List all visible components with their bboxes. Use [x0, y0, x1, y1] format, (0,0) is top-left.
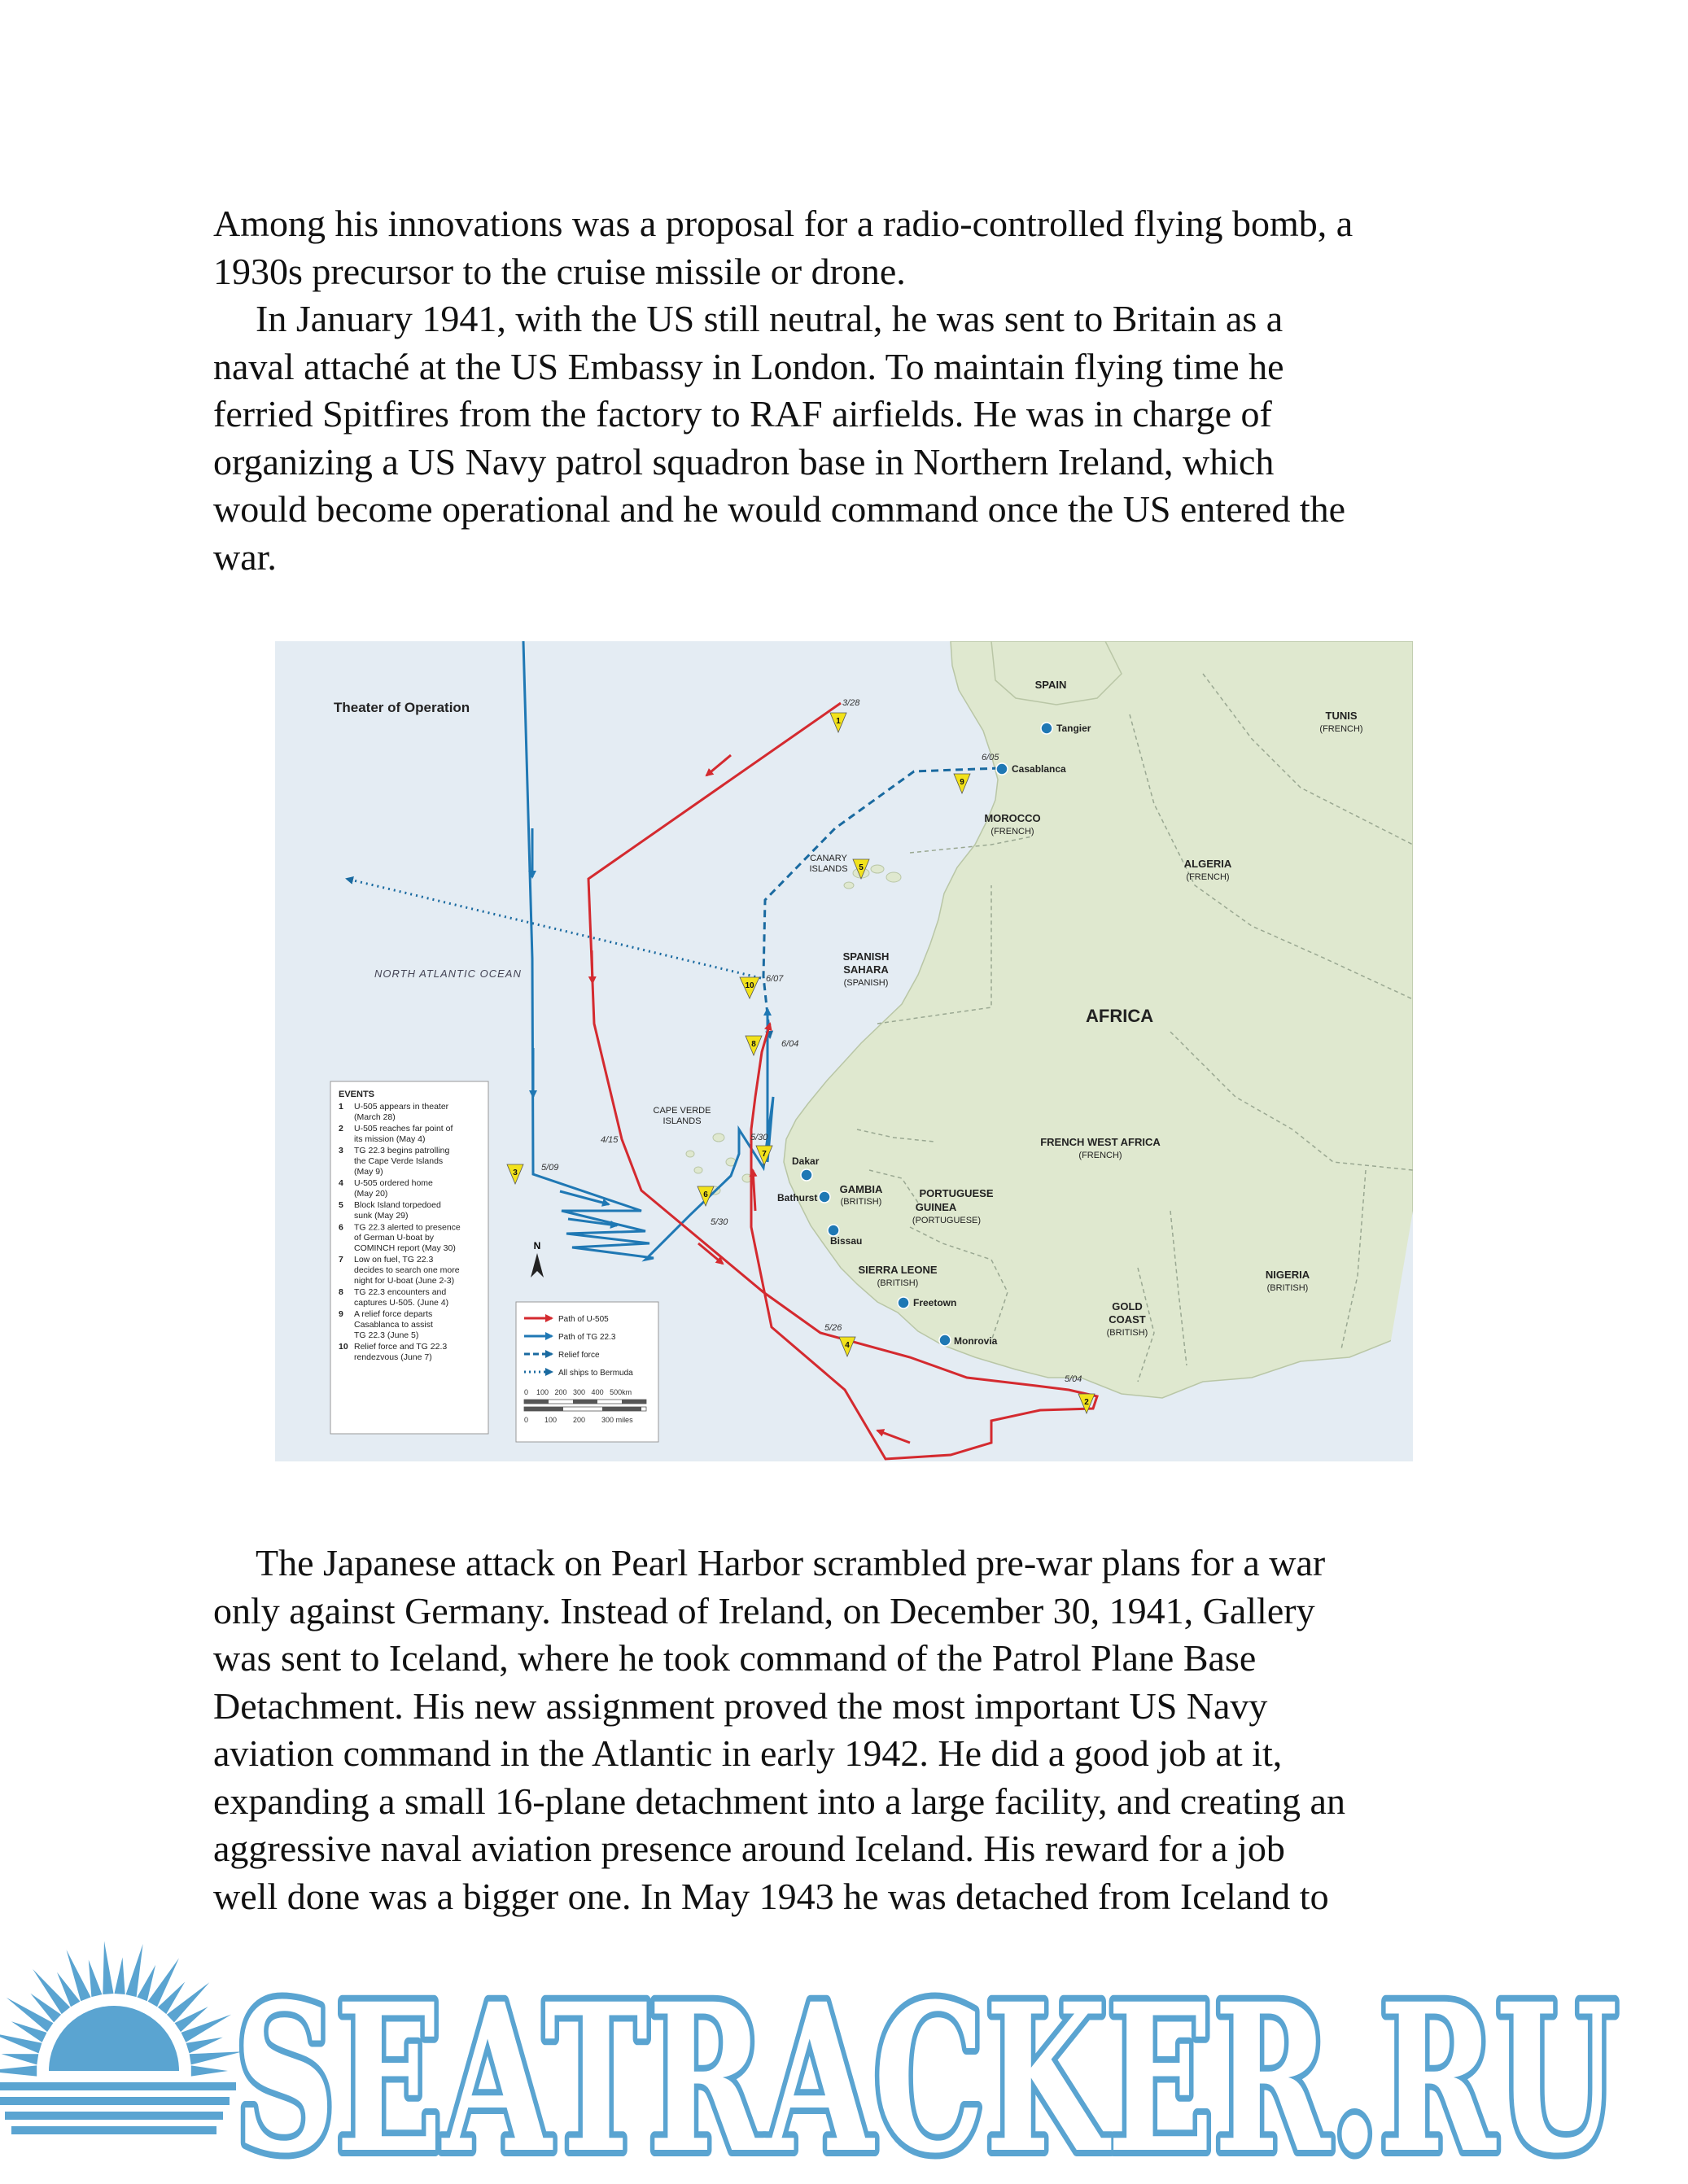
watermark [0, 1937, 1688, 2184]
paragraph-1 [213, 200, 1483, 295]
event-number: 5 [339, 1200, 343, 1211]
theater-map [275, 641, 1413, 1461]
legend-bermuda: All ships to Bermuda [558, 1369, 633, 1378]
legend-tg223: Path of TG 22.3 [558, 1333, 616, 1342]
canary-islands-2: ISLANDS [809, 864, 848, 874]
event-line: TG 22.3 alerted to presence [354, 1222, 461, 1233]
ocean-label: NORTH ATLANTIC OCEAN [374, 968, 522, 980]
events-title: EVENTS [339, 1090, 375, 1099]
events-box [330, 1081, 488, 1434]
event-number: 10 [339, 1342, 348, 1352]
event-line: U-505 appears in theater [354, 1102, 449, 1112]
text-line: was sent to Iceland, where he took command of the Patrol Plane Base [213, 1637, 1257, 1679]
event-line: A relief force departs [354, 1309, 433, 1320]
cape-verde-2: ISLANDS [663, 1116, 702, 1126]
port-casablanca: Casablanca [1012, 763, 1066, 775]
port-dakar: Dakar [792, 1155, 820, 1167]
region-french-west-africa: FRENCH WEST AFRICA [1040, 1136, 1161, 1148]
north-label: N [533, 1240, 541, 1251]
marker-6: 6 [703, 1190, 708, 1199]
date-label: 4/15 [601, 1135, 619, 1145]
region-algeria-sub: (FRENCH) [1186, 872, 1230, 882]
region-spanish-sahara: SPANISH [842, 950, 890, 963]
legend-u505: Path of U-505 [558, 1315, 609, 1324]
text-line: aggressive naval aviation presence around Iceland. His reward for a job [213, 1828, 1285, 1869]
event-line: the Cape Verde Islands [354, 1156, 444, 1166]
port-tangier: Tangier [1056, 723, 1091, 734]
text-line: aviation command in the Atlantic in early 1942. He did a good job at it, [213, 1732, 1283, 1774]
region-gold-coast: GOLD [1112, 1300, 1143, 1313]
text-line: naval attaché at the US Embassy in London. To maintain flying time he [213, 345, 1284, 387]
region-pg-sub: (PORTUGUESE) [912, 1216, 982, 1225]
event-line: captures U-505. (June 4) [354, 1297, 449, 1308]
marker-7: 7 [762, 1150, 767, 1159]
event-number: 6 [339, 1222, 343, 1233]
event-line: U-505 reaches far point of [354, 1124, 453, 1134]
region-sl-sub: (BRITISH) [877, 1278, 919, 1288]
event-line: (March 28) [354, 1112, 396, 1122]
marker-10: 10 [745, 981, 754, 990]
text-line: The Japanese attack on Pearl Harbor scrambled pre-war plans for a war [256, 1542, 1326, 1583]
region-spanish-sahara-2: SAHARA [843, 963, 889, 976]
region-nigeria: NIGERIA [1265, 1269, 1310, 1281]
event-number: 8 [339, 1287, 343, 1298]
event-line: its mission (May 4) [354, 1133, 426, 1144]
region-fwa-sub: (FRENCH) [1078, 1151, 1122, 1160]
text-line: well done was a bigger one. In May 1943 he was detached from Iceland to [213, 1875, 1329, 1917]
event-number: 9 [339, 1309, 343, 1320]
text-line: In January 1941, with the US still neutral, he was sent to Britain as a [256, 298, 1283, 339]
date-label: 6/05 [982, 753, 999, 762]
marker-4: 4 [845, 1341, 850, 1350]
region-gc-sub: (BRITISH) [1106, 1328, 1148, 1338]
event-line: COMINCH report (May 30) [354, 1243, 456, 1253]
marker-8: 8 [751, 1040, 756, 1049]
event-number: 4 [339, 1178, 343, 1189]
port-freetown: Freetown [913, 1297, 957, 1308]
text-line: Among his innovations was a proposal for a radio-controlled flying bomb, a [213, 203, 1353, 244]
event-line: Block Island torpedoed [354, 1200, 441, 1211]
scale-mi-label: 0 100 200 300 miles [524, 1416, 633, 1424]
marker-1: 1 [836, 717, 841, 726]
date-label: 6/04 [781, 1039, 799, 1049]
marker-3: 3 [513, 1168, 518, 1177]
region-morocco: MOROCCO [984, 812, 1041, 824]
region-spain: SPAIN [1034, 679, 1067, 691]
date-label: 6/07 [766, 974, 784, 984]
marker-5: 5 [859, 863, 864, 872]
region-tunis: TUNIS [1325, 710, 1358, 722]
map-title: Theater of Operation [334, 700, 470, 715]
date-label: 5/30 [750, 1133, 768, 1142]
event-line: TG 22.3 encounters and [354, 1287, 447, 1298]
event-line: (May 9) [354, 1166, 383, 1177]
canary-islands-1: CANARY [810, 854, 847, 863]
event-line: TG 22.3 (June 5) [354, 1330, 419, 1340]
region-sierra-leone: SIERRA LEONE [858, 1264, 938, 1276]
marker-9: 9 [960, 778, 964, 787]
region-algeria: ALGERIA [1183, 858, 1232, 870]
text-line: expanding a small 16-plane detachment into a large facility, and creating an [213, 1780, 1345, 1822]
text-line: Detachment. His new assignment proved the most important US Navy [213, 1684, 1268, 1727]
paragraph-3 [213, 1540, 1483, 1920]
event-line: TG 22.3 begins patrolling [354, 1146, 450, 1156]
text-line: would become operational and he would command once the US entered the [213, 488, 1346, 530]
region-gold-coast-2: COAST [1109, 1313, 1146, 1326]
date-label: 5/30 [711, 1217, 728, 1227]
event-line: rendezvous (June 7) [354, 1352, 432, 1362]
date-label: 5/09 [541, 1163, 559, 1173]
text-line: organizing a US Navy patrol squadron base in Northern Ireland, which [213, 440, 1275, 483]
text-line: only against Germany. Instead of Ireland, on December 30, 1941, Gallery [213, 1589, 1315, 1631]
event-line: night for U-boat (June 2-3) [354, 1275, 455, 1286]
event-line: decides to search one more [354, 1265, 460, 1275]
scale-km-label: 0 100 200 300 400 500km [524, 1388, 632, 1396]
event-line: (May 20) [354, 1188, 388, 1199]
event-number: 2 [339, 1124, 343, 1134]
region-tunis-sub: (FRENCH) [1319, 724, 1363, 734]
date-label: 5/26 [824, 1323, 842, 1333]
event-line: Casablanca to assist [354, 1320, 433, 1330]
legend-box [516, 1302, 658, 1442]
text-line: ferried Spitfires from the factory to RAF airfields. He was in charge of [213, 393, 1272, 435]
region-portuguese-guinea: PORTUGUESE [919, 1187, 994, 1199]
event-number: 7 [339, 1255, 343, 1265]
date-label: 3/28 [842, 698, 860, 708]
region-nigeria-sub: (BRITISH) [1266, 1283, 1309, 1293]
region-gambia-sub: (BRITISH) [840, 1197, 882, 1207]
legend-relief: Relief force [558, 1351, 600, 1360]
event-number: 3 [339, 1146, 343, 1156]
cape-verde-1: CAPE VERDE [653, 1106, 711, 1116]
port-monrovia: Monrovia [954, 1335, 998, 1347]
text-line: war. [213, 535, 277, 578]
region-portuguese-guinea-2: GUINEA [915, 1201, 957, 1213]
event-line: Low on fuel, TG 22.3 [354, 1255, 434, 1265]
paragraph-2 [213, 295, 1483, 581]
event-line: sunk (May 29) [354, 1211, 409, 1221]
watermark-text: SEATRACKER.RU [234, 1959, 1618, 2184]
date-label: 5/04 [1065, 1374, 1082, 1384]
sun-icon [0, 1941, 243, 2134]
event-line: of German U-boat by [354, 1233, 435, 1243]
region-gambia: GAMBIA [839, 1183, 883, 1195]
event-line: Relief force and TG 22.3 [354, 1342, 448, 1352]
text-line: 1930s precursor to the cruise missile or drone. [213, 250, 906, 292]
port-bathurst: Bathurst [777, 1192, 818, 1203]
event-number: 1 [339, 1102, 343, 1112]
port-bissau: Bissau [830, 1235, 863, 1247]
event-line: U-505 ordered home [354, 1178, 433, 1189]
region-morocco-sub: (FRENCH) [990, 827, 1034, 836]
marker-2: 2 [1084, 1398, 1089, 1407]
region-spanish-sahara-sub: (SPANISH) [843, 978, 889, 988]
continent-label: AFRICA [1086, 1006, 1154, 1026]
